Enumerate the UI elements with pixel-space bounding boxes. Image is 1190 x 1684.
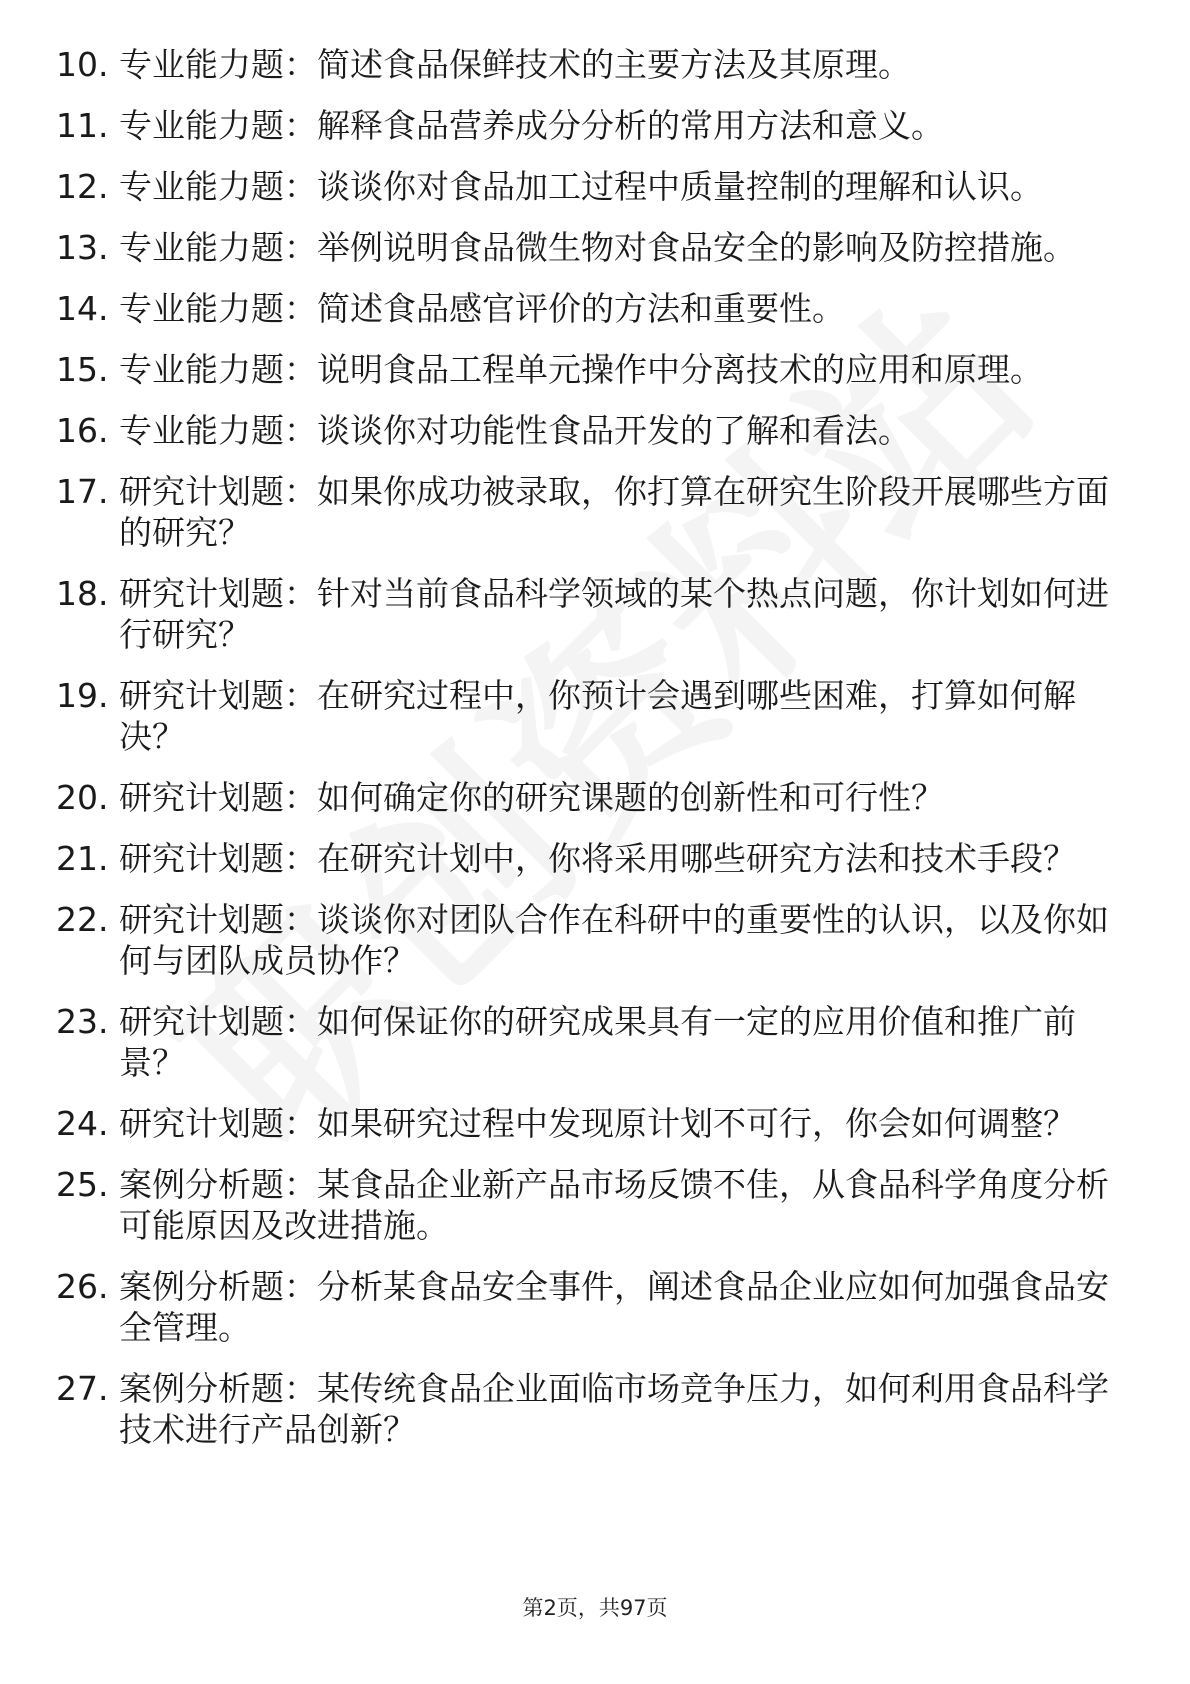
question-number: 16. bbox=[56, 411, 109, 450]
question-text: 专业能力题：举例说明食品微生物对食品安全的影响及防控措施。 bbox=[119, 228, 1076, 267]
list-item bbox=[56, 105, 1116, 146]
question-number: 14. bbox=[56, 289, 109, 328]
question-number: 21. bbox=[56, 839, 109, 878]
question-list bbox=[56, 44, 1116, 1470]
list-item bbox=[56, 1368, 1116, 1450]
list-item bbox=[56, 675, 1116, 757]
question-text: 研究计划题：如果你成功被录取，你打算在研究生阶段开展哪些方面的研究？ bbox=[119, 472, 1109, 552]
list-item bbox=[56, 44, 1116, 85]
question-number: 23. bbox=[56, 1002, 109, 1041]
question-text: 研究计划题：在研究计划中，你将采用哪些研究方法和技术手段？ bbox=[119, 839, 1076, 878]
question-number: 26. bbox=[56, 1267, 109, 1306]
question-number: 17. bbox=[56, 472, 109, 511]
list-item bbox=[56, 410, 1116, 451]
list-item bbox=[56, 227, 1116, 268]
question-text: 研究计划题：谈谈你对团队合作在科研中的重要性的认识，以及你如何与团队成员协作？ bbox=[119, 900, 1109, 980]
list-item bbox=[56, 1103, 1116, 1144]
question-text: 专业能力题：简述食品保鲜技术的主要方法及其原理。 bbox=[119, 45, 911, 84]
page-number-footer: 第2页，共97页 bbox=[522, 1596, 668, 1620]
question-text: 案例分析题：某食品企业新产品市场反馈不佳，从食品科学角度分析可能原因及改进措施。 bbox=[119, 1165, 1109, 1245]
question-text: 专业能力题：说明食品工程单元操作中分离技术的应用和原理。 bbox=[119, 350, 1043, 389]
list-item bbox=[56, 1266, 1116, 1348]
list-item bbox=[56, 288, 1116, 329]
list-item bbox=[56, 166, 1116, 207]
question-text: 专业能力题：谈谈你对功能性食品开发的了解和看法。 bbox=[119, 411, 911, 450]
question-text: 案例分析题：分析某食品安全事件，阐述食品企业应如何加强食品安全管理。 bbox=[119, 1267, 1109, 1347]
question-text: 研究计划题：在研究过程中，你预计会遇到哪些困难，打算如何解决？ bbox=[119, 676, 1076, 756]
question-number: 18. bbox=[56, 574, 109, 613]
list-item bbox=[56, 899, 1116, 981]
question-number: 22. bbox=[56, 900, 109, 939]
list-item bbox=[56, 573, 1116, 655]
question-text: 研究计划题：针对当前食品科学领域的某个热点问题，你计划如何进行研究？ bbox=[119, 574, 1109, 654]
question-number: 15. bbox=[56, 350, 109, 389]
question-number: 10. bbox=[56, 45, 109, 84]
question-number: 20. bbox=[56, 778, 109, 817]
question-number: 11. bbox=[56, 106, 109, 145]
list-item bbox=[56, 471, 1116, 553]
list-item bbox=[56, 1164, 1116, 1246]
question-number: 25. bbox=[56, 1165, 109, 1204]
list-item bbox=[56, 838, 1116, 879]
question-number: 27. bbox=[56, 1369, 109, 1408]
list-item bbox=[56, 777, 1116, 818]
question-text: 专业能力题：谈谈你对食品加工过程中质量控制的理解和认识。 bbox=[119, 167, 1043, 206]
question-text: 研究计划题：如何保证你的研究成果具有一定的应用价值和推广前景？ bbox=[119, 1002, 1076, 1082]
list-item bbox=[56, 349, 1116, 390]
question-number: 24. bbox=[56, 1104, 109, 1143]
question-text: 专业能力题：解释食品营养成分分析的常用方法和意义。 bbox=[119, 106, 944, 145]
question-number: 13. bbox=[56, 228, 109, 267]
question-text: 研究计划题：如何确定你的研究课题的创新性和可行性？ bbox=[119, 778, 944, 817]
question-text: 案例分析题：某传统食品企业面临市场竞争压力，如何利用食品科学技术进行产品创新？ bbox=[119, 1369, 1109, 1449]
question-number: 19. bbox=[56, 676, 109, 715]
list-item bbox=[56, 1001, 1116, 1083]
question-number: 12. bbox=[56, 167, 109, 206]
question-text: 研究计划题：如果研究过程中发现原计划不可行，你会如何调整？ bbox=[119, 1104, 1076, 1143]
question-text: 专业能力题：简述食品感官评价的方法和重要性。 bbox=[119, 289, 845, 328]
